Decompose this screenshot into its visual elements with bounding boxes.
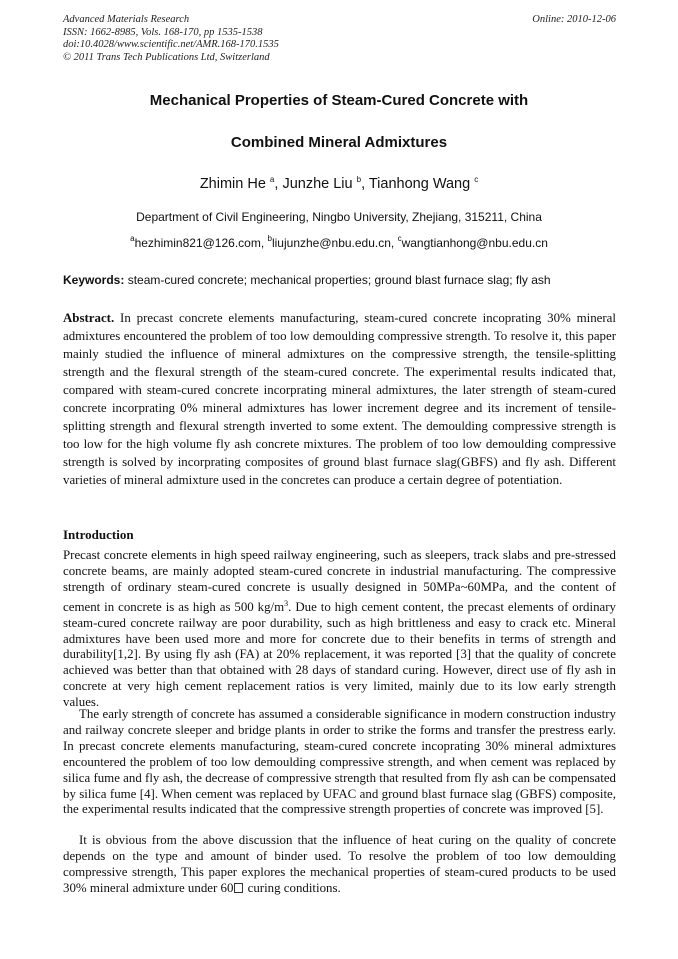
intro-paragraph-2: The early strength of concrete has assumed a considerable significance in modern construction industry and railway concrete sleeper and bridge plants in order to strike the forms and transfer the prestress early. In precast concrete elements manufacturing, steam-cured concrete incoprating 30% mineral admixtures encountered the problem of too low demoulding compressive strength, and when cement was replaced by silica fume and fly ash, the decrease of compressive strength that resulted from fly ash can be compensated by silica fume [4]. When cement was replaced by UFAC and ground blast furnace slag (GBFS) composite, the experimental results indicated that the compressive strength properties of concrete was improved [5].: [63, 707, 616, 817]
author-name: Zhimin He: [199, 176, 266, 192]
intro-p1-text-b: . Due to high cement content, the precast elements of ordinary steam-cured concrete railway are poor durability, such as high brittleness and easy to crack etc. Mineral admixtures have been used more and more for concrete due to their benefits in terms of strength and durability[1,2]. By using fly ash (FA) at 20% replacement, it was reported [3] that the quality of concrete achieved was better than that obtained with 28 days of standard curing. However, direct use of fly ash in concrete at very high cement replacement ratios is very limited, mainly due to its low early strength values.: [63, 599, 616, 710]
doi-line: doi:10.4028/www.scientific.net/AMR.168-170.1535: [63, 39, 279, 50]
copyright-line: © 2011 Trans Tech Publications Ltd, Switzerland: [63, 51, 270, 63]
author-affil-mark: a: [269, 175, 275, 184]
email-address: liujunzhe@nbu.edu.cn: [271, 236, 391, 250]
missing-glyph-icon: [234, 883, 243, 893]
email-mark: b: [267, 234, 272, 243]
abstract: [63, 309, 616, 489]
issn-line: ISSN: 1662-8985, Vols. 168-170, pp 1535-1538: [63, 26, 263, 38]
paper-title-line-2: Combined Mineral Admixtures: [230, 134, 448, 151]
journal-name: Advanced Materials Research: [63, 14, 190, 25]
author-name: Tianhong Wang: [368, 176, 471, 192]
abstract-label: Abstract.: [63, 311, 115, 325]
abstract-text: In precast concrete elements manufacturing, steam-cured concrete incoprating 30% mineral admixtures encountered the problem of too low demoulding compressive strength. To resolve it, this paper mainly studied the influence of mineral admixtures on the compressive strength, the tensile-splitting strength and the flexural strength of the steam-cured concrete. The experimental results indicated that, compared with steam-cured concrete incorprating mineral admixtures, the later strength of steam-cured concrete incorprating 0% mineral admixtures has lower increment degree and its increment of tensile-splitting strength and flexural strength inverted to some extent. The demoulding compressive strength is too low for the high volume fly ash concrete mixtures. The problem of too low demoulding compressive strength is solved by incorprating composites of ground blast furnace slag(GBFS) and fly ash. Different varieties of mineral admixture used in the concretes can produce a certain degree of potentiation.: [63, 311, 616, 487]
email-mark: a: [130, 234, 135, 243]
affiliation: Department of Civil Engineering, Ningbo University, Zhejiang, 315211, China: [136, 210, 542, 224]
email-mark: c: [397, 234, 402, 243]
author-list: Zhimin He $^a$, Junzhe Liu $^b$, Tianhong Wang $^c$: [199, 175, 479, 192]
intro-p3-text-b: curing conditions.: [244, 880, 341, 895]
email-address: wangtianhong@nbu.edu.cn: [401, 236, 548, 250]
paper-title-line-1: Mechanical Properties of Steam-Cured Concrete with: [149, 92, 529, 109]
intro-p1-text-a: Precast concrete elements in high speed railway engineering, such as sleepers, track slabs and pre-stressed concrete beams, are mainly adopted steam-cured concrete in industrial manufacturing. The compressive strength of ordinary steam-cured concrete is usually designed in 50MPa~60MPa, and the content of cement in concrete is as high as 500 kg/m: [63, 548, 616, 614]
keywords-text: steam-cured concrete; mechanical properties; ground blast furnace slag; fly ash: [127, 273, 551, 287]
intro-paragraph-3: [63, 833, 616, 897]
keywords-label: Keywords:: [63, 273, 125, 287]
author-affil-mark: b: [356, 175, 362, 184]
superscript: 3: [284, 598, 289, 608]
journal-header: [63, 14, 616, 64]
author-name: Junzhe Liu: [282, 176, 353, 192]
introduction-heading: Introduction: [63, 527, 134, 542]
online-date: Online: 2010-12-06: [532, 14, 616, 25]
email-list: $^a$hezhimin821@126.com, $^b$liujunzhe@nbu.edu.cn, $^c$wangtianhong@nbu.edu.cn: [130, 234, 548, 250]
author-affil-mark: c: [474, 175, 479, 184]
keywords: [63, 273, 618, 287]
intro-p3-text-a: It is obvious from the above discussion that the influence of heat curing on the quality of concrete depends on the type and amount of binder used. To resolve the problem of too low demoulding compressive strength, This paper explores the mechanical properties of steam-cured products to be used 30% mineral admixture under 60: [63, 833, 616, 895]
intro-paragraph-1: [63, 548, 616, 711]
email-address: hezhimin821@126.com: [134, 236, 261, 250]
